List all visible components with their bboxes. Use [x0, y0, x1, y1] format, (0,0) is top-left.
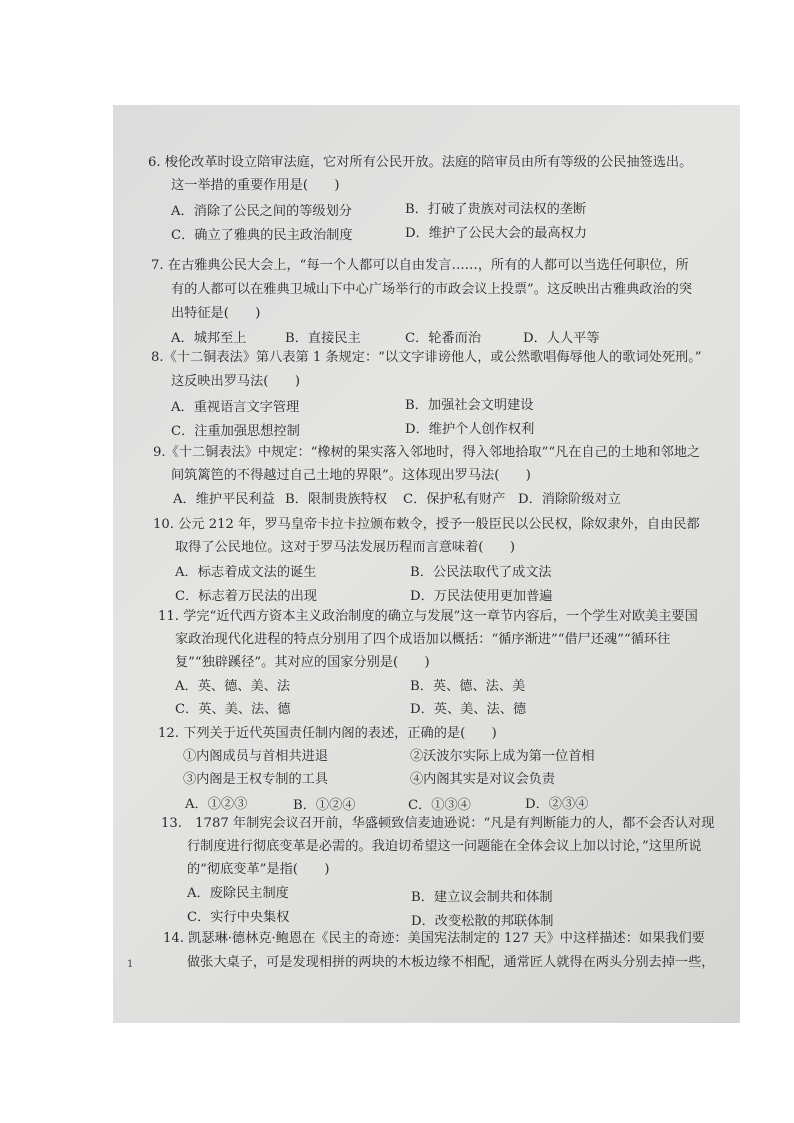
question-text: 的“彻底变革”是指( ): [187, 862, 330, 877]
option-d: D．人人平等: [523, 331, 600, 346]
question-text: 这一举措的重要作用是( ): [171, 178, 340, 193]
option-c: C．①③④: [408, 798, 471, 813]
option-a: A．标志着成文法的诞生: [175, 565, 317, 580]
option-c: C．实行中央集权: [187, 910, 290, 925]
option-a: A．消除了公民之间的等级划分: [171, 204, 352, 219]
option-d: D．万民法使用更加普遍: [410, 589, 553, 604]
exam-page: [113, 105, 740, 1023]
question-text: 有的人都可以在雅典卫城山下中心广场举行的市政会议上投票”。这反映出古雅典政治的突: [171, 282, 693, 297]
question-text: 家政治现代化进程的特点分别用了四个成语加以概括：“循序渐进”“借尸还魂”“循环往: [175, 632, 671, 647]
statement-2: ②沃波尔实际上成为第一位首相: [410, 749, 595, 764]
question-text: 9.《十二铜表法》中规定：“橡树的果实落入邻地时，得入邻地拾取”“凡在自己的土地和邻地之: [153, 445, 701, 460]
option-c: C．注重加强思想控制: [171, 424, 300, 439]
option-d: D．英、美、法、德: [410, 702, 527, 717]
question-text: 做张大桌子，可是发现相拼的两块的木板边缘不相配，通常匠人就得在两头分别去掉一些，: [187, 955, 715, 970]
option-d: D．维护了公民大会的最高权力: [405, 226, 588, 241]
option-d: D．消除阶级对立: [518, 492, 621, 507]
page-number: 1: [127, 959, 134, 970]
question-text: 10. 公元 212 年，罗马皇帝卡拉卡拉颁布敕令，授予一般臣民以公民权，除奴隶外，自由民都: [153, 517, 700, 532]
option-a: A．①②③: [185, 797, 248, 812]
option-b: B．公民法取代了成文法: [410, 565, 552, 580]
question-text: 6. 梭伦改革时设立陪审法庭，它对所有公民开放。法庭的陪审员由所有等级的公民抽签选出。: [148, 155, 693, 170]
option-a: A．城邦至上: [171, 331, 247, 346]
option-a: A．英、德、美、法: [175, 679, 291, 694]
question-text: 这反映出罗马法( ): [171, 374, 300, 389]
option-b: B．直接民主: [285, 331, 361, 346]
question-text: 11. 学完“近代西方资本主义政治制度的确立与发展”这一章节内容后，一个学生对欧美主要国: [158, 609, 698, 624]
question-text: 8.《十二铜表法》第八表第 1 条规定：“以文字诽谤他人，或公然歌唱侮辱他人的歌词处死刑。”: [151, 350, 702, 365]
option-c: C．保护私有财产: [403, 492, 506, 507]
question-text: 取得了公民地位。这对于罗马法发展历程而言意味着( ): [175, 540, 515, 555]
option-d: D．②③④: [525, 797, 589, 812]
option-c: C．轮番而治: [405, 331, 482, 346]
option-c: C．确立了雅典的民主政治制度: [171, 228, 353, 243]
option-a: A．重视语言文字管理: [171, 400, 300, 415]
statement-4: ④内阁其实是对议会负责: [410, 772, 556, 787]
statement-3: ③内阁是王权专制的工具: [183, 772, 329, 787]
option-d: D．改变松散的邦联体制: [411, 914, 554, 929]
option-a: A．废除民主制度: [187, 886, 289, 901]
option-b: B．加强社会文明建设: [405, 398, 534, 413]
question-text: 间筑篱笆的不得越过自己土地的界限”。这体现出罗马法( ): [171, 468, 531, 483]
question-text: 7. 在古雅典公民大会上，“每一个人都可以自由发言……，所有的人都可以当选任何职位，所: [151, 258, 689, 273]
question-text: 复”“独辟蹊径”。其对应的国家分别是( ): [175, 655, 430, 670]
question-text: 12. 下列关于近代英国责任制内阁的表述，正确的是( ): [158, 726, 497, 741]
option-b: B．限制贵族特权: [285, 492, 388, 507]
option-c: C．标志着万民法的出现: [175, 589, 317, 604]
option-b: B．英、德、法、美: [410, 679, 526, 694]
option-b: B．①②④: [293, 798, 356, 813]
question-text: 出特征是( ): [171, 306, 261, 321]
question-text: 行制度进行彻底变革是必需的。我迫切希望这一问题能在全体会议上加以讨论，”这里所说: [187, 839, 702, 854]
question-text: 14. 凯瑟琳·德林克·鲍恩在《民主的奇迹：美国宪法制定的 127 天》中这样描述：如果我们要: [163, 931, 705, 946]
option-a: A．维护平民利益: [173, 492, 275, 507]
option-b: B．建立议会制共和体制: [411, 890, 553, 905]
question-text: 13. 1787 年制宪会议召开前，华盛顿致信麦迪逊说：“凡是有判断能力的人，都不会否认对现: [161, 816, 715, 831]
statement-1: ①内阁成员与首相共进退: [183, 749, 329, 764]
option-b: B．打破了贵族对司法权的垄断: [405, 202, 587, 217]
option-d: D．维护个人创作权利: [405, 422, 535, 437]
option-c: C．英、美、法、德: [175, 702, 291, 717]
